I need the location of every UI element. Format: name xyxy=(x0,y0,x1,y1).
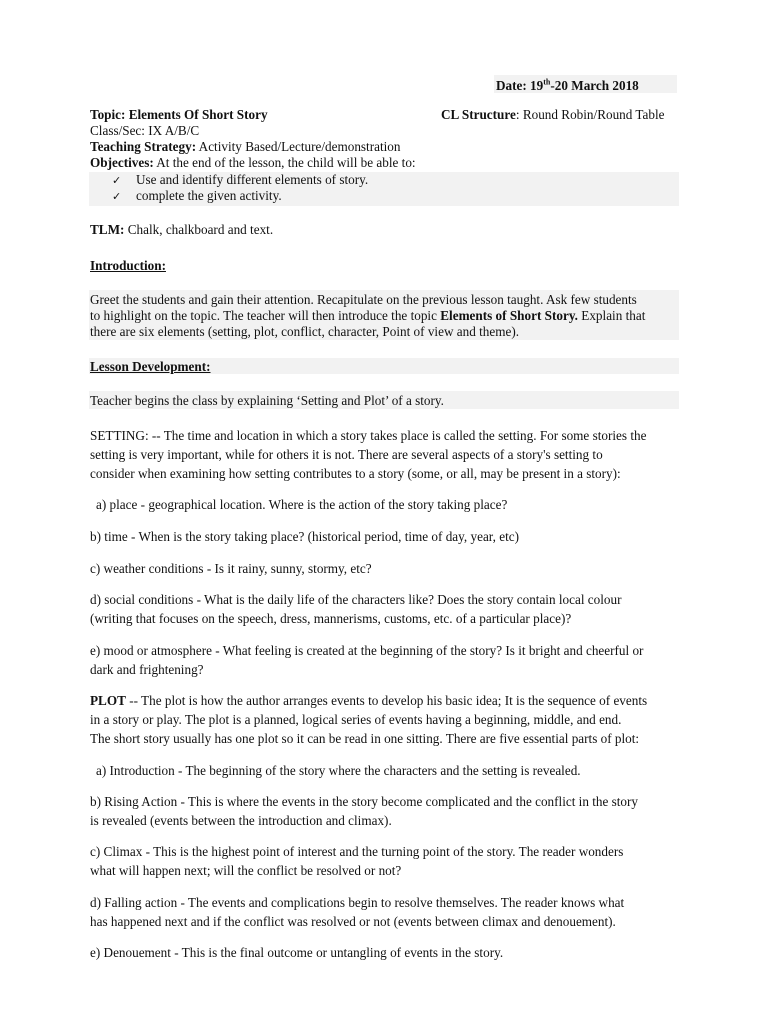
objectives-line xyxy=(90,154,416,171)
plot-item-d: d) Falling action - The events and complications begin to resolve themselves. The reader knows what xyxy=(90,895,625,910)
introduction-line: to highlight on the topic. The teacher will then introduce the topic Elements of Short Story. Explain that xyxy=(90,308,646,323)
lesson-development-heading: Lesson Development: xyxy=(90,359,211,374)
objectives-label: Objectives: xyxy=(90,155,154,170)
cl-structure-label: CL Structure xyxy=(441,107,516,122)
plot-item-e: e) Denouement - This is the final outcome or untangling of events in the story. xyxy=(90,945,504,960)
objective-text: Use and identify different elements of story. xyxy=(136,172,369,187)
tlm-line xyxy=(90,221,273,238)
plot-label: PLOT xyxy=(90,693,126,708)
date-label: Date: 19 xyxy=(496,78,544,93)
objective-item xyxy=(112,187,121,205)
plot-item-b-cont: is revealed (events between the introduction and climax). xyxy=(90,813,392,828)
plot-line: PLOT -- The plot is how the author arranges events to develop his basic idea; It is the sequence of events xyxy=(90,693,648,708)
setting-item-d: d) social conditions - What is the daily life of the characters like? Does the story contain local colour xyxy=(90,592,622,607)
plot-item-d-cont: has happened next and if the conflict was resolved or not (events between climax and denouement). xyxy=(90,914,616,929)
plot-line: The short story usually has one plot so it can be read in one sitting. There are five essential parts of plot: xyxy=(90,731,640,746)
setting-item-e-cont: dark and frightening? xyxy=(90,662,204,677)
date-suffix: th xyxy=(543,77,551,87)
objective-text: complete the given activity. xyxy=(136,188,282,203)
introduction-line: Greet the students and gain their attention. Recapitulate on the previous lesson taught. Ask few students xyxy=(90,292,637,307)
setting-item-e: e) mood or atmosphere - What feeling is created at the beginning of the story? Is it bright and cheerful or xyxy=(90,643,644,658)
date-rest: -20 March 2018 xyxy=(550,78,639,93)
tlm-value: Chalk, chalkboard and text. xyxy=(124,222,274,237)
setting-item-d-cont: (writing that focuses on the speech, dress, mannerisms, customs, etc. of a particular place)? xyxy=(90,611,572,626)
setting-line: SETTING: -- The time and location in which a story takes place is called the setting. For some stories the xyxy=(90,428,647,443)
setting-item-a: a) place - geographical location. Where is the action of the story taking place? xyxy=(96,497,508,512)
plot-item-c-cont: what will happen next; will the conflict be resolved or not? xyxy=(90,863,402,878)
introduction-heading: Introduction: xyxy=(90,258,166,273)
setting-line: setting is very important, while for others it is not. There are several aspects of a story's setting to xyxy=(90,447,603,462)
plot-item-c: c) Climax - This is the highest point of interest and the turning point of the story. The reader wonders xyxy=(90,844,624,859)
cl-structure-value: : Round Robin/Round Table xyxy=(515,107,665,122)
lesson-intro: Teacher begins the class by explaining ‘Setting and Plot’ of a story. xyxy=(90,393,444,408)
cl-structure-line xyxy=(441,106,665,123)
plot-item-a: a) Introduction - The beginning of the story where the characters and the setting is revealed. xyxy=(96,763,581,778)
setting-item-c: c) weather conditions - Is it rainy, sunny, stormy, etc? xyxy=(90,561,372,576)
checkmark-icon: ✓ xyxy=(112,190,122,203)
date-line xyxy=(496,77,639,94)
topic-line xyxy=(90,106,268,123)
tlm-label: TLM: xyxy=(90,222,125,237)
teaching-strategy-label: Teaching Strategy: xyxy=(90,139,197,154)
topic-emphasis: Elements of Short Story. xyxy=(440,308,578,323)
setting-item-b: b) time - When is the story taking place? (historical period, time of day, year, etc) xyxy=(90,529,520,544)
objectives-value: At the end of the lesson, the child will be able to: xyxy=(153,155,416,170)
checkmark-icon: ✓ xyxy=(112,174,122,187)
teaching-strategy-value: Activity Based/Lecture/demonstration xyxy=(196,139,401,154)
introduction-line: there are six elements (setting, plot, conflict, character, Point of view and theme). xyxy=(90,324,520,339)
teaching-strategy-line xyxy=(90,138,400,155)
class-sec: Class/Sec: IX A/B/C xyxy=(90,123,200,138)
plot-item-b: b) Rising Action - This is where the events in the story become complicated and the conflict in the story xyxy=(90,794,639,809)
setting-line: consider when examining how setting contributes to a story (some, or all, may be present in a story): xyxy=(90,466,621,481)
plot-line: in a story or play. The plot is a planned, logical series of events having a beginning, middle, and end. xyxy=(90,712,622,727)
topic-label: Topic: Elements Of Short Story xyxy=(90,107,268,122)
